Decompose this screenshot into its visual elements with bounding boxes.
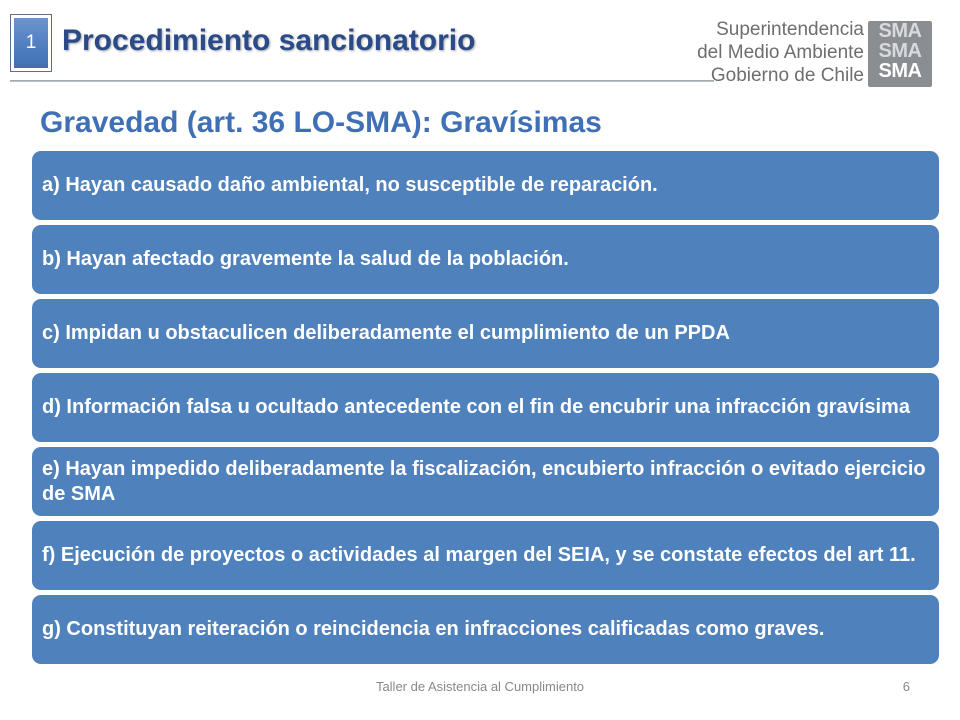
logo-mark-2: SMA xyxy=(878,40,922,62)
criterion-d: d) Información falsa u ocultado antecedente con el fin de encubrir una infracción gravísima xyxy=(32,373,939,442)
logo-line-2: del Medio Ambiente xyxy=(697,42,864,63)
logo-mark-3: SMA xyxy=(878,60,922,82)
criterion-c: c) Impidan u obstaculicen deliberadamente el cumplimiento de un PPDA xyxy=(32,299,939,368)
slide-title: Procedimiento sancionatorio xyxy=(62,24,476,57)
sma-logo-icon xyxy=(868,21,932,87)
page-number: 6 xyxy=(902,679,910,694)
criterion-e: e) Hayan impedido deliberadamente la fiscalización, encubierto infracción o evitado ejercicio de SMA xyxy=(32,447,939,516)
criterion-f: f) Ejecución de proyectos o actividades al margen del SEIA, y se constate efectos del art 11. xyxy=(32,521,939,590)
criterion-a: a) Hayan causado daño ambiental, no susceptible de reparación. xyxy=(32,151,939,220)
footer-text: Taller de Asistencia al Cumplimiento xyxy=(375,679,585,694)
section-subtitle: Gravedad (art. 36 LO-SMA): Gravísimas xyxy=(40,106,602,139)
logo-mark-1: SMA xyxy=(878,21,922,42)
title-divider xyxy=(10,80,714,82)
criterion-g: g) Constituyan reiteración o reincidencia en infracciones calificadas como graves. xyxy=(32,595,939,664)
criterion-b: b) Hayan afectado gravemente la salud de la población. xyxy=(32,225,939,294)
logo-wordmark xyxy=(697,18,864,87)
slide-number-badge xyxy=(10,14,52,72)
slide-number: 1 xyxy=(14,18,48,68)
logo-line-1: Superintendencia xyxy=(716,19,864,40)
logo-line-3: Gobierno de Chile xyxy=(710,65,864,86)
criteria-list xyxy=(32,151,939,664)
